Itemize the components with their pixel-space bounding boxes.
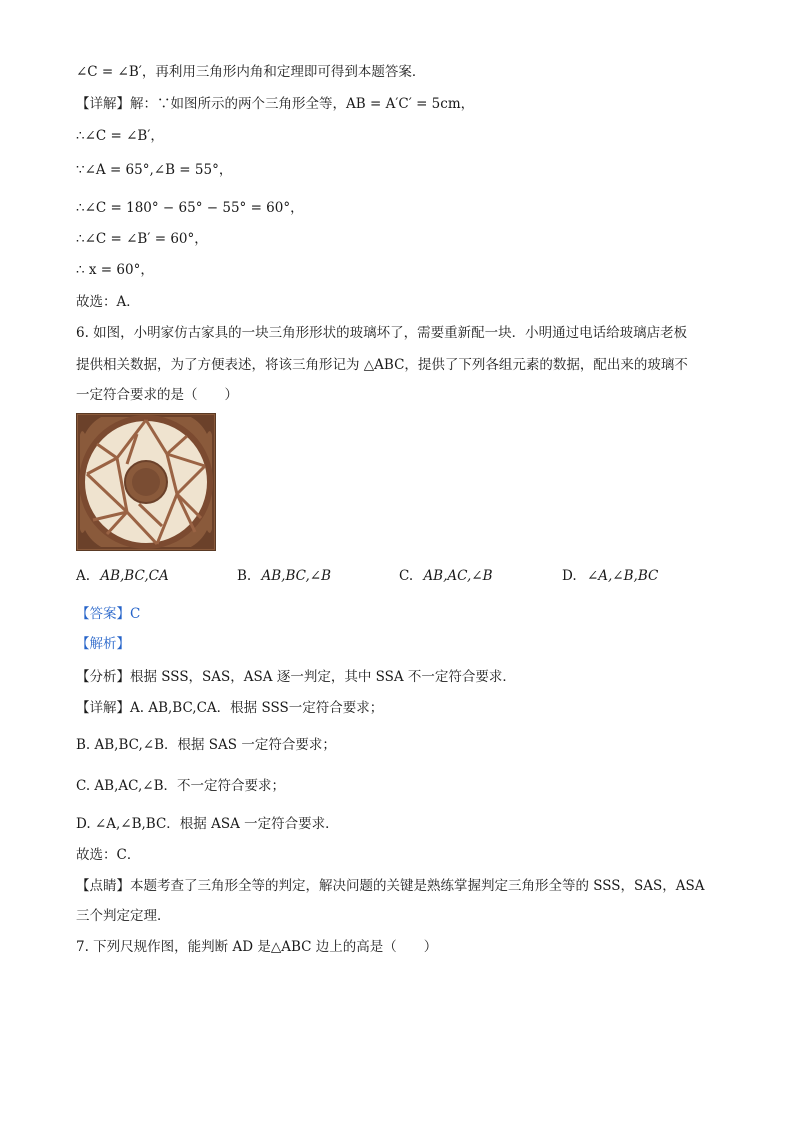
dianjing-line-2: 三个判定定理． <box>76 908 171 924</box>
option-a-text: AB,BC,CA <box>100 568 169 584</box>
lattice-window-figure <box>76 413 216 551</box>
option-b-text: AB,BC,∠B <box>261 568 332 584</box>
detail-d: D. ∠A,∠B,BC．根据 ASA 一定符合要求． <box>76 816 339 832</box>
dianjing-line-1: 【点睛】本题考查了三角形全等的判定，解决问题的关键是熟练掌握判定三角形全等的 SSS，SAS，ASA <box>76 878 705 894</box>
option-a-letter: A. <box>76 568 91 584</box>
option-c[interactable] <box>399 566 493 586</box>
option-c-letter: C. <box>399 568 414 584</box>
analysis-fenxi: 【分析】根据 SSS，SAS，ASA 逐一判定，其中 SSA 不一定符合要求． <box>76 669 516 685</box>
answer-line: 【答案】C <box>76 606 141 622</box>
lattice-window-drawing <box>77 414 215 550</box>
prev-solution-line-4: ∵∠A = 65°,∠B = 55°， <box>76 162 233 178</box>
detail-choose: 故选：C． <box>76 847 141 863</box>
question-6-line-2: 提供相关数据，为了方便表述，将该三角形记为 △ABC，提供了下列各组元素的数据，配出来的玻璃不 <box>76 357 688 373</box>
detail-a: 【详解】A. AB,BC,CA．根据 SSS一定符合要求； <box>76 700 384 716</box>
question-7-line-1: 7. 下列尺规作图，能判断 AD 是△ABC 边上的高是（ ） <box>76 939 438 955</box>
option-a[interactable] <box>76 566 169 586</box>
prev-solution-line-6: ∴∠C = ∠B′ = 60°， <box>76 231 208 247</box>
prev-solution-choose: 故选：A． <box>76 294 140 310</box>
prev-solution-line-7: ∴ x = 60°， <box>76 262 154 278</box>
prev-solution-line-5: ∴∠C = 180° − 65° − 55° = 60°， <box>76 200 304 216</box>
option-d-letter: D. <box>562 568 577 584</box>
prev-solution-line-1: ∠C = ∠B′，再利用三角形内角和定理即可得到本题答案． <box>76 64 426 80</box>
option-d-text: ∠A,∠B,BC <box>586 568 659 584</box>
detail-b: B. AB,BC,∠B．根据 SAS 一定符合要求； <box>76 737 336 753</box>
option-b[interactable] <box>237 566 331 586</box>
detail-c: C. AB,AC,∠B．不一定符合要求； <box>76 778 286 794</box>
prev-solution-line-2: 【详解】解：∵如图所示的两个三角形全等，AB = A′C′ = 5cm， <box>76 96 475 112</box>
option-c-text: AB,AC,∠B <box>423 568 493 584</box>
analysis-label: 【解析】 <box>76 636 130 652</box>
option-b-letter: B. <box>237 568 252 584</box>
question-6-line-1: 6. 如图，小明家仿古家具的一块三角形形状的玻璃坏了，需要重新配一块．小明通过电话给玻璃店老板 <box>76 325 688 341</box>
option-d[interactable] <box>562 566 658 586</box>
prev-solution-line-3: ∴∠C = ∠B′， <box>76 128 164 144</box>
question-6-line-3: 一定符合要求的是（ ） <box>76 387 238 403</box>
